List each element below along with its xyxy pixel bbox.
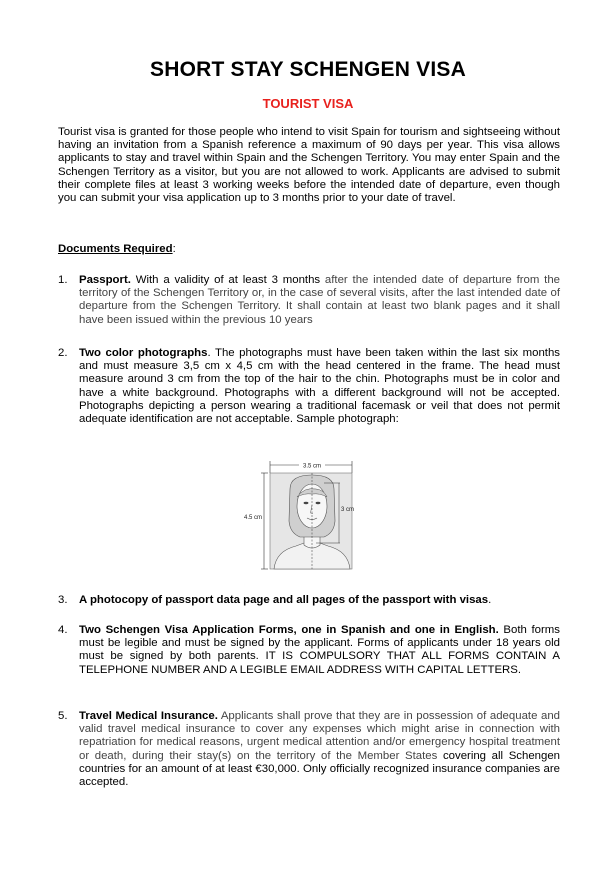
list-item-photographs	[58, 347, 560, 426]
list-item-text: With a validity of at least 3 months	[130, 274, 321, 286]
photo-eye-right	[316, 502, 321, 504]
list-item-bold: Travel Medical Insurance.	[79, 710, 218, 722]
sample-photograph-svg	[244, 459, 380, 571]
list-item-text: . The photographs must have been taken within the last six months and must measure 3,5 cm x 4,5 cm with the head centered in the frame. The head must measure around 3 cm from the top of the hair to the chin. Photographs must be in color and have a white background. Photographs with a different background will not be accepted. Photographs depicting a person wearing a traditional facemask or veil that does not permit adequate identification are not acceptable. Sample photograph:	[79, 347, 560, 426]
list-item-number: 1.	[58, 274, 68, 286]
documents-heading-text: Documents Required	[58, 243, 173, 255]
list-item-text-continued: after the intended date of departure from the territory of the Schengen Territory or, in the case of several visits, after the last intended date of departure from the Schengen Territory. It shall contain at least two blank pages and it shall have been issued within the previous 10 years	[79, 274, 560, 326]
list-item-text: Applicants shall prove that they are in possession of adequate and valid travel medical insurance to cover any expenses which might arise in connection with repatriation for medical reasons, urgent medical attention and/or emergency hospital treatment or death, during their stay(s) on the territory of the Member States	[79, 710, 560, 762]
list-item-bold: Two Schengen Visa Application Forms, one in Spanish and one in English.	[79, 624, 499, 636]
list-item-passport-photocopy	[58, 594, 560, 607]
intro-paragraph: Tourist visa is granted for those people who intend to visit Spain for tourism and sightseeing without having an invitation from a Spanish reference a maximum of 90 days per year. This visa allows applicants to stay and travel within Spain and the Schengen Territory. You may enter Spain and the Schengen Territory as a visitor, but you are not allowed to work. Applicants are advised to submit their complete files at least 3 working weeks before the intended date of departure, even though you can submit your visa application up to 3 months prior to your date of travel.	[58, 126, 560, 205]
list-item-passport	[58, 274, 560, 327]
list-item-bold: A photocopy of passport data page and all pages of the passport with visas	[79, 594, 489, 606]
list-item-text-continued: covering all Schengen countries for an amount of at least €30,000. Only officially recognized insurance companies are accepted.	[79, 749, 560, 789]
list-item-text: Both forms must be legible and must be signed by the applicant. Forms of applicants under 18 years old must be signed by both parents. IT IS COMPULSORY THAT ALL FORMS CONTAIN A TELEPHONE NUMBER AND A LEGIBLE EMAIL ADDRESS WITH CAPITAL LETTERS.	[79, 624, 560, 676]
documents-heading-colon: :	[172, 243, 176, 255]
list-item-number: 2.	[58, 347, 68, 359]
sample-photograph-figure	[244, 459, 380, 571]
list-item-bold: Two color photographs	[79, 347, 208, 359]
list-item-medical-insurance	[58, 710, 560, 789]
head-label: 3 cm	[341, 507, 355, 513]
document-title: SHORT STAY SCHENGEN VISA	[150, 58, 466, 81]
height-label: 4.5 cm	[244, 515, 262, 521]
list-item-text: .	[488, 594, 492, 606]
list-item-bold: Passport.	[79, 274, 131, 286]
list-item-application-forms	[58, 624, 560, 677]
list-item-number: 5.	[58, 710, 68, 722]
documents-heading	[58, 243, 176, 255]
width-label: 3.5 cm	[302, 463, 322, 470]
list-item-number: 4.	[58, 624, 68, 636]
list-item-number: 3.	[58, 594, 68, 606]
document-subtitle: TOURIST VISA	[262, 96, 354, 111]
photo-eye-left	[304, 502, 309, 504]
